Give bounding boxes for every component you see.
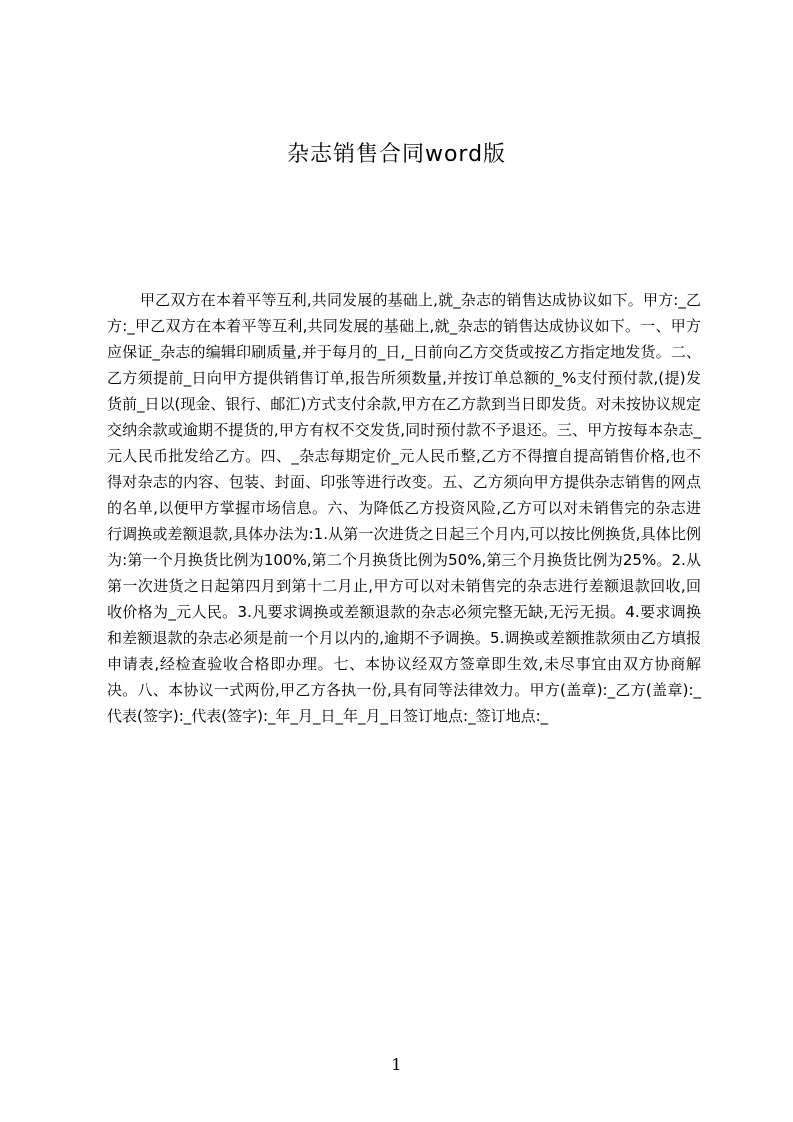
page-number: 1 (391, 1055, 402, 1074)
document-body-paragraph: 甲乙双方在本着平等互利,共同发展的基础上,就_杂志的销售达成协议如下。甲方:_乙方:_甲乙双方在本着平等互利,共同发展的基础上,就_杂志的销售达成协议如下。一、甲方应保证_杂志的编辑印刷质量,并于每月的_日,_日前向乙方交货或按乙方指定地发货。二、乙方须提前_日向甲方提供销售订单,报告所须数量,并按订单总额的_%支付预付款,(提)发货前_日以(现金、银行、邮汇)方式支付余款,甲方在乙方款到当日即发货。对未按协议规定交纳余款或逾期不提货的,甲方有权不交发货,同时预付款不予退还。三、甲方按每本杂志_元人民币批发给乙方。四、_杂志每期定价_元人民币整,乙方不得擅自提高销售价格,也不得对杂志的内容、包装、封面、印张等进行改变。五、乙方须向甲方提供杂志销售的网点的名单,以便甲方掌握市场信息。六、为降低乙方投资风险,乙方可以对未销售完的杂志进行调换或差额退款,具体办法为:1.从第一次进货之日起三个月内,可以按比例换货,具体比例为:第一个月换货比例为100%,第二个月换货比例为50%,第三个月换货比例为25%。2.从第一次进货之日起第四月到第十二月止,甲方可以对未销售完的杂志进行差额退款回收,回收价格为_元人民。3.凡要求调换或差额退款的杂志必须完整无缺,无污无损。4.要求调换和差额退款的杂志必须是前一个月以内的,逾期不予调换。5.调换或差额推款须由乙方填报申请表,经检查验收合格即办理。七、本协议经双方签章即生效,未尽事宜由双方协商解决。八、本协议一式两份,甲乙方各执一份,具有同等法律效力。甲方(盖章):_乙方(盖章):_代表(签字):_代表(签字):_年_月_日_年_月_日签订地点:_签订地点:_ (107, 291, 701, 725)
document-title: 杂志销售合同word版 (286, 142, 507, 167)
